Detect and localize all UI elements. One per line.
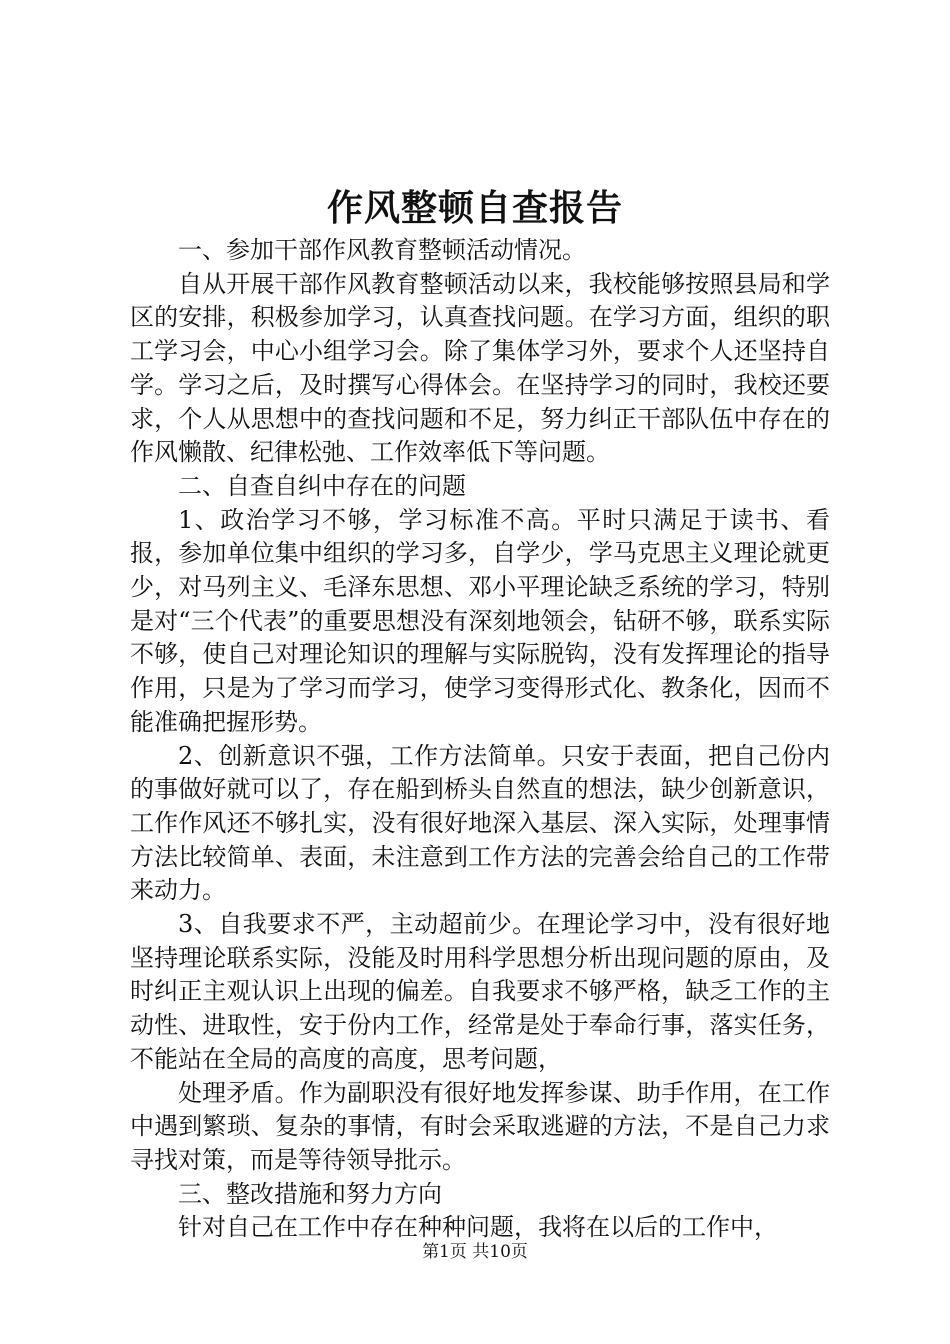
paragraph-activity: 自从开展干部作风教育整顿活动以来，我校能够按照县局和学区的安排，积极参加学习，认真查找问题。在学习方面，组织的职工学习会，中心小组学习会。除了集体学习外，要求个人还坚持自学。学习之后，及时撰写心得体会。在坚持学习的同时，我校还要求，个人从思想中的查找问题和不足，努力纠正干部队伍中存在的作风懒散、纪律松弛、工作效率低下等问题。	[130, 269, 830, 467]
paragraph-problem-2: 2、创新意识不强，工作方法简单。只安于表面，把自己份内的事做好就可以了，存在船到桥头自然直的想法，缺少创新意识，工作作风还不够扎实，没有很好地深入基层、深入实际，处理事情方法比较简单、表面，未注意到工作方法的完善会给自己的工作带来动力。	[130, 741, 830, 905]
section-heading-2: 二、自查自纠中存在的问题	[178, 471, 466, 500]
page-footer: 第1页 共10页	[422, 1242, 528, 1262]
paragraph-problem-3: 3、自我要求不严，主动超前少。在理论学习中，没有很好地坚持理论联系实际，没能及时用科学思想分析出现问题的原由，及时纠正主观认识上出现的偏差。自我要求不够严格，缺乏工作的主动性、进取性，安于份内工作，经常是处于奉命行事，落实任务，不能站在全局的高度的高度，思考问题，	[130, 910, 830, 1073]
paragraph-problem-1: 1、政治学习不够，学习标准不高。平时只满足于读书、看报，参加单位集中组织的学习多，自学少，学马克思主义理论就更少，对马列主义、毛泽东思想、邓小平理论缺乏系统的学习，特别是对“三个代表”的重要思想没有深刻地领会，钻研不够，联系实际不够，使自己对理论知识的理解与实际脱钩，没有发挥理论的指导作用，只是为了学习而学习，使学习变得形式化、教条化，因而不能准确把握形势。	[130, 505, 830, 736]
document-body	[130, 234, 830, 1245]
document-title: 作风整顿自查报告	[326, 187, 623, 229]
paragraph-problem-3-cont: 处理矛盾。作为副职没有很好地发挥参谋、助手作用，在工作中遇到繁琐、复杂的事情，有时会采取逃避的方法，不是自己力求寻找对策，而是等待领导批示。	[130, 1078, 830, 1174]
section-heading-1: 一、参加干部作风教育整顿活动情况。	[178, 236, 586, 264]
section-heading-3: 三、整改措施和努力方向	[178, 1179, 442, 1208]
paragraph-measures: 针对自己在工作中存在种种问题，我将在以后的工作中，	[178, 1213, 778, 1242]
